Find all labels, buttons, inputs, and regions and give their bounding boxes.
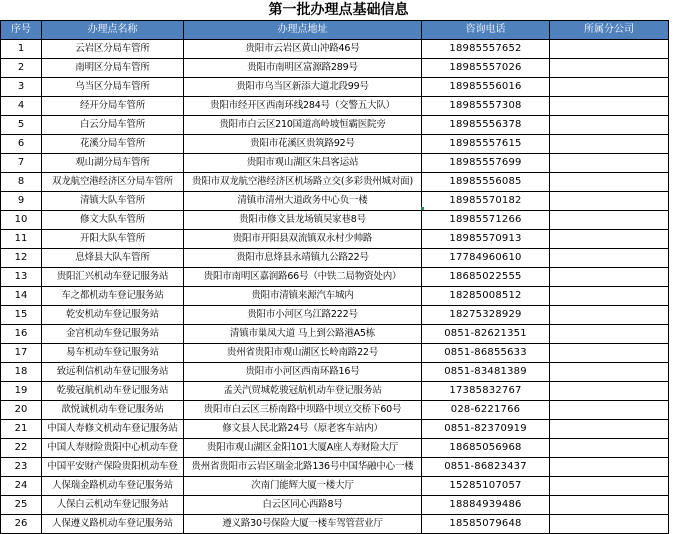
- cell-address[interactable]: 贵阳市修文县龙场镇吴家巷8号: [184, 211, 422, 230]
- cell-phone[interactable]: 18275328929: [422, 306, 550, 325]
- cell-address[interactable]: 贵阳市白云区三桥南路中坝路中坝立交桥下60号: [184, 401, 422, 420]
- cell-branch[interactable]: [550, 173, 669, 192]
- service-points-table: [0, 20, 669, 534]
- cell-address[interactable]: 贵阳市观山湖区朱昌客运站: [184, 154, 422, 173]
- cell-address[interactable]: 贵阳市清镇来源汽车城内: [184, 287, 422, 306]
- cell-branch[interactable]: [550, 40, 669, 59]
- table-row: [1, 515, 669, 534]
- cell-phone[interactable]: 15285107057: [422, 477, 550, 496]
- cell-branch[interactable]: [550, 249, 669, 268]
- cell-index[interactable]: 5: [1, 116, 42, 135]
- cell-phone[interactable]: 18585079648: [422, 515, 550, 534]
- cell-name[interactable]: 修文大队车管所: [42, 211, 184, 230]
- table-row: [1, 496, 669, 515]
- cell-name[interactable]: 清镇大队车管所: [42, 192, 184, 211]
- cell-name[interactable]: 乾骏冠航机动车登记服务站: [42, 382, 184, 401]
- cell-name[interactable]: 人保遵义路机动车登记服务站: [42, 515, 184, 534]
- cell-branch[interactable]: [550, 59, 669, 78]
- cell-branch[interactable]: [550, 306, 669, 325]
- cell-branch[interactable]: [550, 515, 669, 534]
- cell-index[interactable]: 8: [1, 173, 42, 192]
- cell-index[interactable]: 20: [1, 401, 42, 420]
- cell-phone[interactable]: 18884939486: [422, 496, 550, 515]
- cell-branch[interactable]: [550, 97, 669, 116]
- cell-address[interactable]: 贵阳市双龙航空港经济区机场路立交(多彩贵州城对面): [184, 173, 422, 192]
- cell-name[interactable]: 人保瑞金路机动车登记服务站: [42, 477, 184, 496]
- table-row: [1, 192, 669, 211]
- cell-branch[interactable]: [550, 116, 669, 135]
- cell-cursor-mark: [421, 207, 424, 210]
- cell-phone[interactable]: 17784960610: [422, 249, 550, 268]
- table-row: [1, 116, 669, 135]
- cell-phone[interactable]: 18985557699: [422, 154, 550, 173]
- cell-branch[interactable]: [550, 344, 669, 363]
- cell-index[interactable]: 10: [1, 211, 42, 230]
- cell-name[interactable]: 乾安机动车登记服务站: [42, 306, 184, 325]
- cell-index[interactable]: 18: [1, 363, 42, 382]
- header-branch[interactable]: 所属分公司: [550, 21, 669, 40]
- cell-phone[interactable]: 0851-82370919: [422, 420, 550, 439]
- cell-name[interactable]: 开阳大队车管所: [42, 230, 184, 249]
- table-row: [1, 59, 669, 78]
- cell-phone[interactable]: 18985557308: [422, 97, 550, 116]
- cell-branch[interactable]: [550, 439, 669, 458]
- cell-name[interactable]: 金宫机动车登记服务站: [42, 325, 184, 344]
- cell-branch[interactable]: [550, 382, 669, 401]
- cell-name[interactable]: 花溪分局车管所: [42, 135, 184, 154]
- cell-name[interactable]: 息烽县大队车管所: [42, 249, 184, 268]
- cell-name[interactable]: 易车机动车登记服务站: [42, 344, 184, 363]
- header-row: [1, 21, 669, 40]
- header-name[interactable]: 办理点名称: [42, 21, 184, 40]
- cell-address[interactable]: 贵阳市观山湖区金阳101大厦A座人寿财险大厅: [184, 439, 422, 458]
- cell-index[interactable]: 22: [1, 439, 42, 458]
- cell-index[interactable]: 19: [1, 382, 42, 401]
- cell-branch[interactable]: [550, 420, 669, 439]
- cell-address[interactable]: 清镇市清州大道政务中心负一楼: [184, 192, 422, 211]
- cell-name[interactable]: 乌当区分局车管所: [42, 78, 184, 97]
- cell-address[interactable]: 贵阳市南明区嘉润路66号（中铁二局物资处内）: [184, 268, 422, 287]
- table-row: [1, 249, 669, 268]
- table-row: [1, 382, 669, 401]
- table-row: [1, 439, 669, 458]
- cell-address[interactable]: 孟关汽贸城乾骏冠航机动车登记服务站: [184, 382, 422, 401]
- cell-address[interactable]: 白云区同心西路8号: [184, 496, 422, 515]
- cell-phone[interactable]: 18985557615: [422, 135, 550, 154]
- table-row: [1, 78, 669, 97]
- cell-branch[interactable]: [550, 477, 669, 496]
- table-row: [1, 40, 669, 59]
- cell-branch[interactable]: [550, 325, 669, 344]
- cell-phone[interactable]: 18685056968: [422, 439, 550, 458]
- cell-branch[interactable]: [550, 401, 669, 420]
- table-row: [1, 173, 669, 192]
- cell-address[interactable]: 贵州省贵阳市云岩区瑞金北路136号中国华融中心一楼: [184, 458, 422, 477]
- cell-phone[interactable]: 18985557026: [422, 59, 550, 78]
- header-phone[interactable]: 咨询电话: [422, 21, 550, 40]
- cell-index[interactable]: 2: [1, 59, 42, 78]
- table-body: [1, 40, 669, 534]
- cell-name[interactable]: 双龙航空港经济区分局车管所: [42, 173, 184, 192]
- cell-address[interactable]: 次南门能辉大厦一楼大厅: [184, 477, 422, 496]
- cell-phone[interactable]: 0851-83481389: [422, 363, 550, 382]
- table-row: [1, 344, 669, 363]
- cell-phone[interactable]: 18985556085: [422, 173, 550, 192]
- cell-name[interactable]: 云岩区分局车管所: [42, 40, 184, 59]
- cell-name[interactable]: 车之都机动车登记服务站: [42, 287, 184, 306]
- cell-index[interactable]: 12: [1, 249, 42, 268]
- table-row: [1, 477, 669, 496]
- cell-index[interactable]: 3: [1, 78, 42, 97]
- cell-address[interactable]: 贵阳市开阳县双流镇双永村少帅路: [184, 230, 422, 249]
- cell-index[interactable]: 14: [1, 287, 42, 306]
- header-index[interactable]: 序号: [1, 21, 42, 40]
- cell-address[interactable]: 贵阳市南明区富源路289号: [184, 59, 422, 78]
- table-row: [1, 268, 669, 287]
- table-row: [1, 325, 669, 344]
- cell-index[interactable]: 9: [1, 192, 42, 211]
- cell-phone[interactable]: 18985556016: [422, 78, 550, 97]
- cell-name[interactable]: 中国平安财产保险贵阳机动车登: [42, 458, 184, 477]
- cell-index[interactable]: 17: [1, 344, 42, 363]
- cell-name[interactable]: 南明区分局车管所: [42, 59, 184, 78]
- cell-address[interactable]: 贵阳市经开区西南环线284号（交警五大队）: [184, 97, 422, 116]
- cell-branch[interactable]: [550, 135, 669, 154]
- cell-address[interactable]: 贵阳市小河区乌江路222号: [184, 306, 422, 325]
- cell-name[interactable]: 经开分局车管所: [42, 97, 184, 116]
- cell-phone[interactable]: 0851-86823437: [422, 458, 550, 477]
- cell-index[interactable]: 4: [1, 97, 42, 116]
- cell-phone[interactable]: 0851-82621351: [422, 325, 550, 344]
- table-row: [1, 287, 669, 306]
- cell-branch[interactable]: [550, 268, 669, 287]
- table-row: [1, 363, 669, 382]
- cell-index[interactable]: 16: [1, 325, 42, 344]
- cell-index[interactable]: 1: [1, 40, 42, 59]
- cell-name[interactable]: 歆悦诚机动车登记服务站: [42, 401, 184, 420]
- cell-index[interactable]: 11: [1, 230, 42, 249]
- cell-phone[interactable]: 17385832767: [422, 382, 550, 401]
- table-row: [1, 211, 669, 230]
- table-row: [1, 97, 669, 116]
- cell-address[interactable]: 贵阳市云岩区黄山冲路46号: [184, 40, 422, 59]
- table-row: [1, 230, 669, 249]
- cell-phone[interactable]: 028-6221766: [422, 401, 550, 420]
- cell-index[interactable]: 13: [1, 268, 42, 287]
- cell-phone[interactable]: 18985570913: [422, 230, 550, 249]
- cell-name[interactable]: 观山湖分局车管所: [42, 154, 184, 173]
- cell-phone[interactable]: 18985571266: [422, 211, 550, 230]
- cell-index[interactable]: 24: [1, 477, 42, 496]
- cell-branch[interactable]: [550, 496, 669, 515]
- cell-branch[interactable]: [550, 154, 669, 173]
- cell-name[interactable]: 贵阳汇兴机动车登记服务站: [42, 268, 184, 287]
- cell-name[interactable]: 白云分局车管所: [42, 116, 184, 135]
- cell-branch[interactable]: [550, 78, 669, 97]
- cell-branch[interactable]: [550, 211, 669, 230]
- cell-address[interactable]: 遵义路30号保险大厦一楼车驾管营业厅: [184, 515, 422, 534]
- cell-phone[interactable]: 0851-86855633: [422, 344, 550, 363]
- cell-phone[interactable]: 18985557652: [422, 40, 550, 59]
- cell-address[interactable]: 贵阳市乌当区新添大道北段99号: [184, 78, 422, 97]
- cell-phone[interactable]: 18985556378: [422, 116, 550, 135]
- cell-name[interactable]: 中国人寿财险贵阳中心机动车登: [42, 439, 184, 458]
- cell-phone[interactable]: 18685022555: [422, 268, 550, 287]
- cell-address[interactable]: 清镇市巢凤大道 马上到公路港A5栋: [184, 325, 422, 344]
- cell-index[interactable]: 26: [1, 515, 42, 534]
- header-address[interactable]: 办理点地址: [184, 21, 422, 40]
- cell-phone[interactable]: 18985570182: [422, 192, 550, 211]
- cell-index[interactable]: 23: [1, 458, 42, 477]
- cell-address[interactable]: 贵阳市小河区西南环路16号: [184, 363, 422, 382]
- cell-index[interactable]: 6: [1, 135, 42, 154]
- cell-index[interactable]: 15: [1, 306, 42, 325]
- cell-address[interactable]: 贵阳市花溪区贵筑路92号: [184, 135, 422, 154]
- cell-branch[interactable]: [550, 192, 669, 211]
- cell-name[interactable]: 人保白云机动车登记服务站: [42, 496, 184, 515]
- cell-branch[interactable]: [550, 287, 669, 306]
- table-row: [1, 401, 669, 420]
- table-row: [1, 458, 669, 477]
- cell-address[interactable]: 贵州省贵阳市观山湖区长岭南路22号: [184, 344, 422, 363]
- table-row: [1, 154, 669, 173]
- cell-index[interactable]: 25: [1, 496, 42, 515]
- cell-branch[interactable]: [550, 363, 669, 382]
- cell-name[interactable]: 致远利信机动车登记服务站: [42, 363, 184, 382]
- cell-name[interactable]: 中国人寿修文机动车登记服务站: [42, 420, 184, 439]
- table-row: [1, 135, 669, 154]
- cell-index[interactable]: 21: [1, 420, 42, 439]
- table-row: [1, 420, 669, 439]
- cell-address[interactable]: 贵阳市白云区210国道高岭坡恒霸医院旁: [184, 116, 422, 135]
- cell-address[interactable]: 修文县人民北路24号（原老客车站内）: [184, 420, 422, 439]
- cell-branch[interactable]: [550, 458, 669, 477]
- cell-branch[interactable]: [550, 230, 669, 249]
- table-row: [1, 306, 669, 325]
- cell-phone[interactable]: 18285008512: [422, 287, 550, 306]
- sheet-title: 第一批办理点基础信息: [268, 2, 409, 18]
- cell-address[interactable]: 贵阳市息烽县永靖镇九公路22号: [184, 249, 422, 268]
- cell-index[interactable]: 7: [1, 154, 42, 173]
